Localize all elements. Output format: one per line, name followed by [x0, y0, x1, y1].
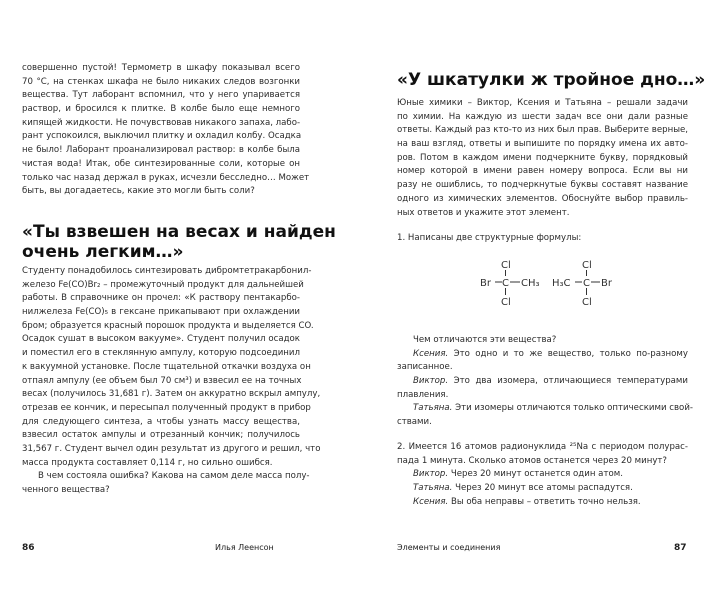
text-line: на ваш взгляд, ответы и выпишите по порядку имена их авто-: [397, 139, 688, 150]
answer-line: [397, 375, 688, 389]
answer-text: Через 20 минут останется один атом.: [448, 469, 623, 480]
page-number-left: 86: [22, 543, 35, 553]
text-line: 31,567 г. Студент вычел один результат из другого и решил, что: [22, 443, 321, 454]
atom-br: Br: [601, 278, 612, 289]
text-line: Юные химики – Виктор, Ксения и Татьяна – решали задачи: [397, 98, 688, 108]
text-line: 2. Имеется 16 атомов радионуклида ²⁵Na с периодом полурас-: [397, 442, 688, 452]
right-heading: «У шкатулки ж тройное дно…»: [397, 70, 706, 90]
left-heading-line: очень легким…»: [22, 242, 184, 262]
atom-h3c: H₃C: [552, 278, 571, 289]
text-line: ров. Потом в каждом имени подчеркните букву, порядковый: [397, 152, 688, 163]
text-line: ченного вещества?: [22, 484, 110, 495]
answer-line: [397, 468, 688, 482]
answer-text: Это два изомера, отличающиеся температурами: [448, 376, 688, 387]
text-line: 70 °С, на стенках шкафа не было никаких следов возгонки: [22, 76, 300, 87]
running-head-section: Элементы и соединения: [397, 543, 501, 552]
formula-2: [552, 260, 613, 308]
left-heading: [22, 222, 336, 262]
page-number-right: 87: [674, 543, 687, 553]
atom-br: Br: [480, 278, 491, 289]
text-line: весах (получилось 31,681 г). Затем он аккуратно вскрыл ампулу,: [22, 389, 321, 400]
text-line: кипящей жидкости. Не почувствовав никакого запаха, лабо-: [22, 117, 301, 128]
question-1-discussion: [397, 334, 694, 430]
question-1: [397, 232, 688, 246]
atom-cl-top: Cl: [501, 260, 511, 271]
question-1-text: 1. Написаны две структурные формулы:: [397, 233, 582, 243]
text-line: нилжелеза Fe(CO)₅ в гексане прикапывают при охлаждении: [22, 307, 300, 318]
text-line: для следующего синтеза, а чтобы узнать массу вещества,: [22, 416, 300, 427]
text-line: железо Fe(CO)Br₂ – промежуточный продукт для дальнейшей: [22, 279, 304, 290]
answer-continuation: ствами.: [397, 417, 432, 428]
speaker-name: Татьяна.: [413, 483, 453, 494]
text-line: Студенту понадобилось синтезировать дибромтетракарбонил-: [22, 266, 312, 276]
atom-ch3: CH₃: [521, 278, 540, 289]
left-paragraph-2: [22, 265, 321, 470]
structural-formulas: [460, 255, 640, 310]
text-line: масса продукта составляет 0,114 г, но сильно ошибся.: [22, 457, 273, 468]
text-line: разу не ошиблись, то подчеркнутые буквы составят название: [397, 180, 688, 191]
text-line: не было! Лаборант проанализировал раствор: в колбе была: [22, 145, 300, 156]
text-line: номер которой в имени равен номеру вопроса. Если вы ни: [397, 166, 688, 177]
answer-line: [397, 496, 688, 510]
text-line: работы. В справочнике он прочел: «К раствору пентакарбо-: [22, 293, 300, 304]
question-1-prompt: Чем отличаются эти вещества?: [413, 335, 557, 345]
text-line: к вакуумной установке. После тщательной откачки воздуха он: [22, 361, 311, 372]
left-heading-line: «Ты взвешен на весах и найден: [22, 222, 336, 242]
atom-cl-top: Cl: [582, 260, 592, 271]
text-line: чистая вода! Итак, обе синтезированные соли, которые он: [22, 158, 300, 169]
answer-continuation: записанное.: [397, 362, 453, 373]
text-line: ных ответов и укажите этот элемент.: [397, 207, 570, 218]
text-line: рант успокоился, выключил плитку и охладил колбу. Осадка: [22, 131, 302, 142]
running-head-author: Илья Леенсон: [215, 543, 274, 552]
text-line: только час назад держал в руках, исчезли бесследно… Может: [22, 172, 310, 183]
text-line: бром; образуется красный порошок продукта и выделяется CO.: [22, 320, 314, 331]
text-line: по химии. На каждую из шести задач все они дали разные: [397, 111, 688, 122]
text-line: ответы. Каждый раз кто-то из них был прав. Выберите верные,: [397, 125, 688, 136]
atom-c: C: [502, 278, 509, 289]
speaker-name: Виктор.: [413, 469, 449, 480]
formula-1: [480, 260, 540, 308]
atom-cl-bottom: Cl: [501, 297, 511, 308]
text-line: и поместил его в стеклянную ампулу, которую подсоединил: [22, 348, 300, 359]
answer-line: [397, 348, 688, 362]
answer-line: [397, 482, 688, 496]
answer-text: Эти изомеры отличаются только оптическими свой-: [452, 403, 694, 414]
text-line: одного из химических элементов. Обоснуйте выбор правиль-: [397, 193, 688, 204]
text-line: вещества. Тут лаборант вспомнил, что у него упаривается: [22, 90, 300, 101]
text-line: быть, вы догадаетесь, какие это могли быть соли?: [22, 186, 255, 197]
right-intro: [397, 97, 688, 220]
speaker-name: Татьяна.: [413, 403, 453, 414]
question-1-answers: [397, 348, 694, 430]
question-2-answers: [397, 468, 688, 509]
answer-text: Это одно и то же вещество, только по-разному: [448, 348, 688, 359]
text-line: раствор, и бросился к плитке. В колбе было еще немного: [22, 104, 300, 115]
text-line: В чем состояла ошибка? Какова на самом деле масса полу-: [38, 471, 310, 481]
text-line: взвесил остаток ампулы и отрезанный кончик; получилось: [22, 430, 300, 441]
answer-continuation: плавления.: [397, 389, 449, 400]
speaker-name: Ксения.: [413, 496, 449, 507]
text-line: отрезав ее кончик, и пересыпал полученный продукт в прибор: [22, 402, 311, 413]
left-paragraph-1: [22, 62, 310, 199]
text-line: совершенно пустой! Термометр в шкафу показывал всего: [22, 63, 300, 73]
speaker-name: Виктор.: [413, 376, 449, 387]
text-line: пада 1 минута. Сколько атомов останется через 20 минут?: [397, 455, 667, 466]
atom-cl-bottom: Cl: [582, 297, 592, 308]
speaker-name: Ксения.: [413, 348, 449, 359]
question-2: [397, 441, 688, 509]
question-2-text: [397, 441, 688, 468]
left-paragraph-3: [22, 470, 310, 497]
text-line: отпаял ампулу (ее объем был 70 см³) и взвесил ее на точных: [22, 375, 302, 386]
answer-line: [397, 402, 694, 416]
atom-c: C: [583, 278, 590, 289]
answer-text: Вы оба неправы – ответить точно нельзя.: [448, 496, 641, 507]
text-line: Осадок сушат в высоком вакууме». Студент получил осадок: [22, 334, 300, 345]
answer-text: Через 20 минут все атомы распадутся.: [452, 483, 633, 494]
